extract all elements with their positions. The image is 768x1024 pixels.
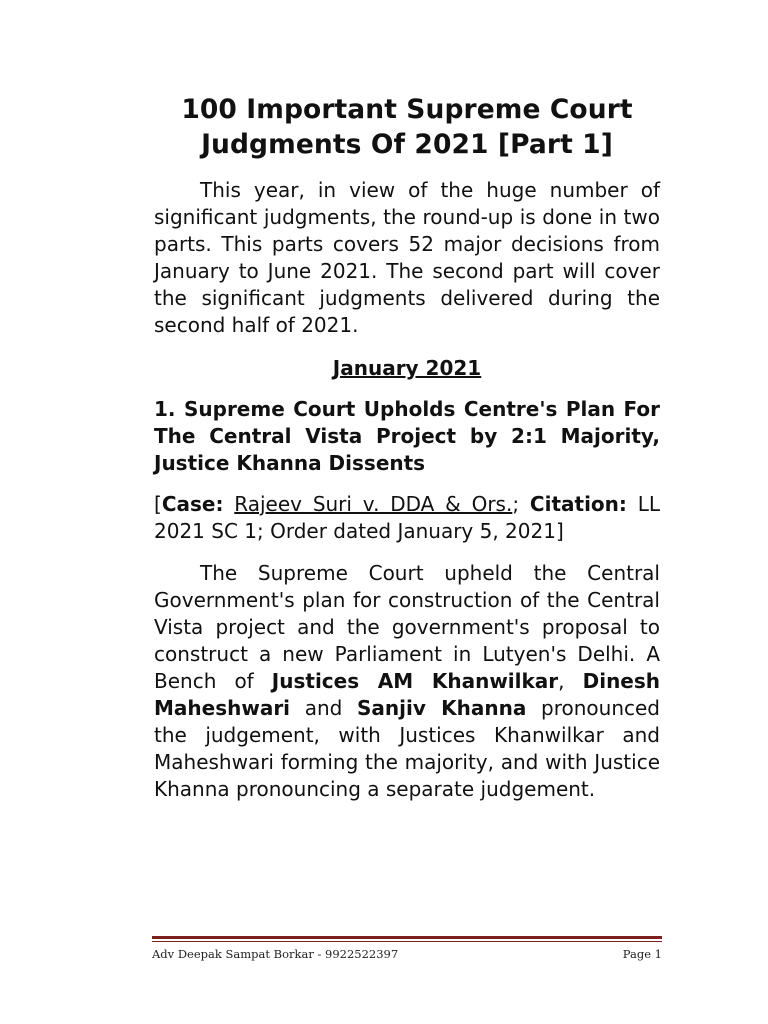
document-title <box>154 92 660 162</box>
justice-maheshwari: Dinesh Maheshwari <box>154 669 661 720</box>
case-open-bracket: [ <box>154 492 162 516</box>
case-label: Case: <box>161 492 224 516</box>
intro-paragraph: This year, in view of the huge number of significant judgments, the round-up is done in two parts. This parts covers 52 major decisions from January to June 2021. The second part will cover the significant judgments delivered during the second half of 2021. <box>154 178 660 337</box>
item-1-body <box>154 560 660 803</box>
footer-author: Adv Deepak Sampat Borkar - 9922522397 <box>152 947 399 961</box>
justice-khanna: Sanjiv Khanna <box>357 696 527 720</box>
case-separator: ; <box>512 492 520 516</box>
body-comma: , <box>558 669 565 693</box>
item-1-case-line <box>154 491 660 545</box>
body-and: and <box>304 696 343 720</box>
citation-label: Citation: <box>529 492 627 516</box>
title-line-1: 100 Important Supreme Court <box>181 94 633 125</box>
title-line-2: Judgments Of 2021 [Part 1] <box>201 129 613 160</box>
page-footer <box>152 947 662 961</box>
footer-page-number: Page 1 <box>622 947 662 961</box>
footer-rule-thick <box>152 936 662 939</box>
citation-text: LL 2021 SC 1; Order dated January 5, 2021] <box>154 492 661 543</box>
month-heading: January 2021 <box>332 356 482 380</box>
document-page <box>154 92 660 803</box>
body-part-1: The Supreme Court upheld the Central Government's plan for construction of the Central Vista project and the government's proposal to construct a new Parliament in Lutyen's Delhi. A Bench of <box>154 561 660 693</box>
justice-khanwilkar: Justices AM Khanwilkar <box>271 669 559 693</box>
case-name: Rajeev Suri v. DDA & Ors. <box>234 492 513 516</box>
body-part-2: pronounced the judgement, with Justices Khanwilkar and Maheshwari forming the majority, and with Justice Khanna pronouncing a separate judgement. <box>154 696 660 801</box>
item-1-heading: 1. Supreme Court Upholds Centre's Plan For The Central Vista Project by 2:1 Majority, Justice Khanna Dissents <box>154 397 660 475</box>
footer-rule-thin <box>152 941 662 942</box>
